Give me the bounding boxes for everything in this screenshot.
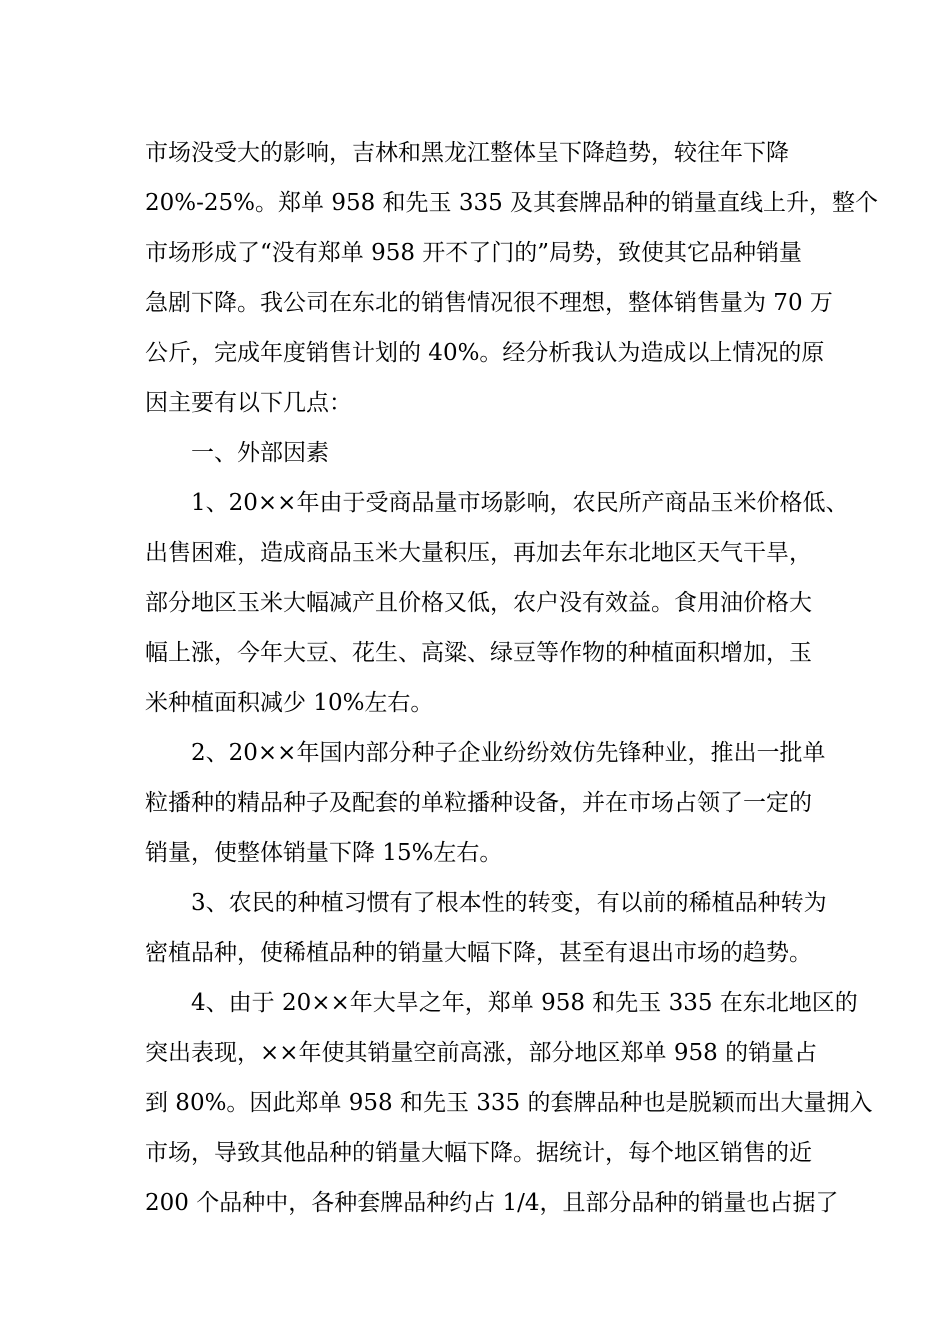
section-heading: 一、外部因素 <box>191 440 329 466</box>
body-line: 公斤，完成年度销售计划的 40%。经分析我认为造成以上情况的原 <box>145 340 825 366</box>
body-line: 市场，导致其他品种的销量大幅下降。据统计，每个地区销售的近 <box>145 1140 812 1166</box>
body-line: 部分地区玉米大幅减产且价格又低，农户没有效益。食用油价格大 <box>145 590 812 616</box>
body-line: 因主要有以下几点： <box>145 390 352 416</box>
body-line: 20%-25%。郑单 958 和先玉 335 及其套牌品种的销量直线上升，整个 <box>145 190 879 216</box>
paragraph-start-line: 4、由于 20××年大旱之年，郑单 958 和先玉 335 在东北地区的 <box>191 990 858 1016</box>
body-line: 密植品种，使稀植品种的销量大幅下降，甚至有退出市场的趋势。 <box>145 940 812 966</box>
body-line: 200 个品种中，各种套牌品种约占 1/4，且部分品种的销量也占据了 <box>145 1190 839 1216</box>
body-line: 米种植面积减少 10%左右。 <box>145 690 434 716</box>
body-line: 急剧下降。我公司在东北的销售情况很不理想，整体销售量为 70 万 <box>145 290 833 316</box>
body-line: 粒播种的精品种子及配套的单粒播种设备，并在市场占领了一定的 <box>145 790 812 816</box>
body-line: 出售困难，造成商品玉米大量积压，再加去年东北地区天气干旱， <box>145 540 812 566</box>
body-line: 突出表现，××年使其销量空前高涨，部分地区郑单 958 的销量占 <box>145 1040 818 1066</box>
paragraph-start-line: 3、农民的种植习惯有了根本性的转变，有以前的稀植品种转为 <box>191 890 827 916</box>
paragraph-start-line: 1、20××年由于受商品量市场影响，农民所产商品玉米价格低、 <box>191 490 849 516</box>
paragraph-start-line: 2、20××年国内部分种子企业纷纷效仿先锋种业，推出一批单 <box>191 740 826 766</box>
body-line: 幅上涨，今年大豆、花生、高粱、绿豆等作物的种植面积增加，玉 <box>145 640 812 666</box>
body-line: 市场没受大的影响，吉林和黑龙江整体呈下降趋势，较往年下降 <box>145 140 789 166</box>
body-line: 销量，使整体销量下降 15%左右。 <box>145 840 503 866</box>
document-body <box>145 128 879 1228</box>
body-line: 到 80%。因此郑单 958 和先玉 335 的套牌品种也是脱颖而出大量拥入 <box>145 1090 873 1116</box>
body-line: 市场形成了“没有郑单 958 开不了门的”局势，致使其它品种销量 <box>145 240 803 266</box>
